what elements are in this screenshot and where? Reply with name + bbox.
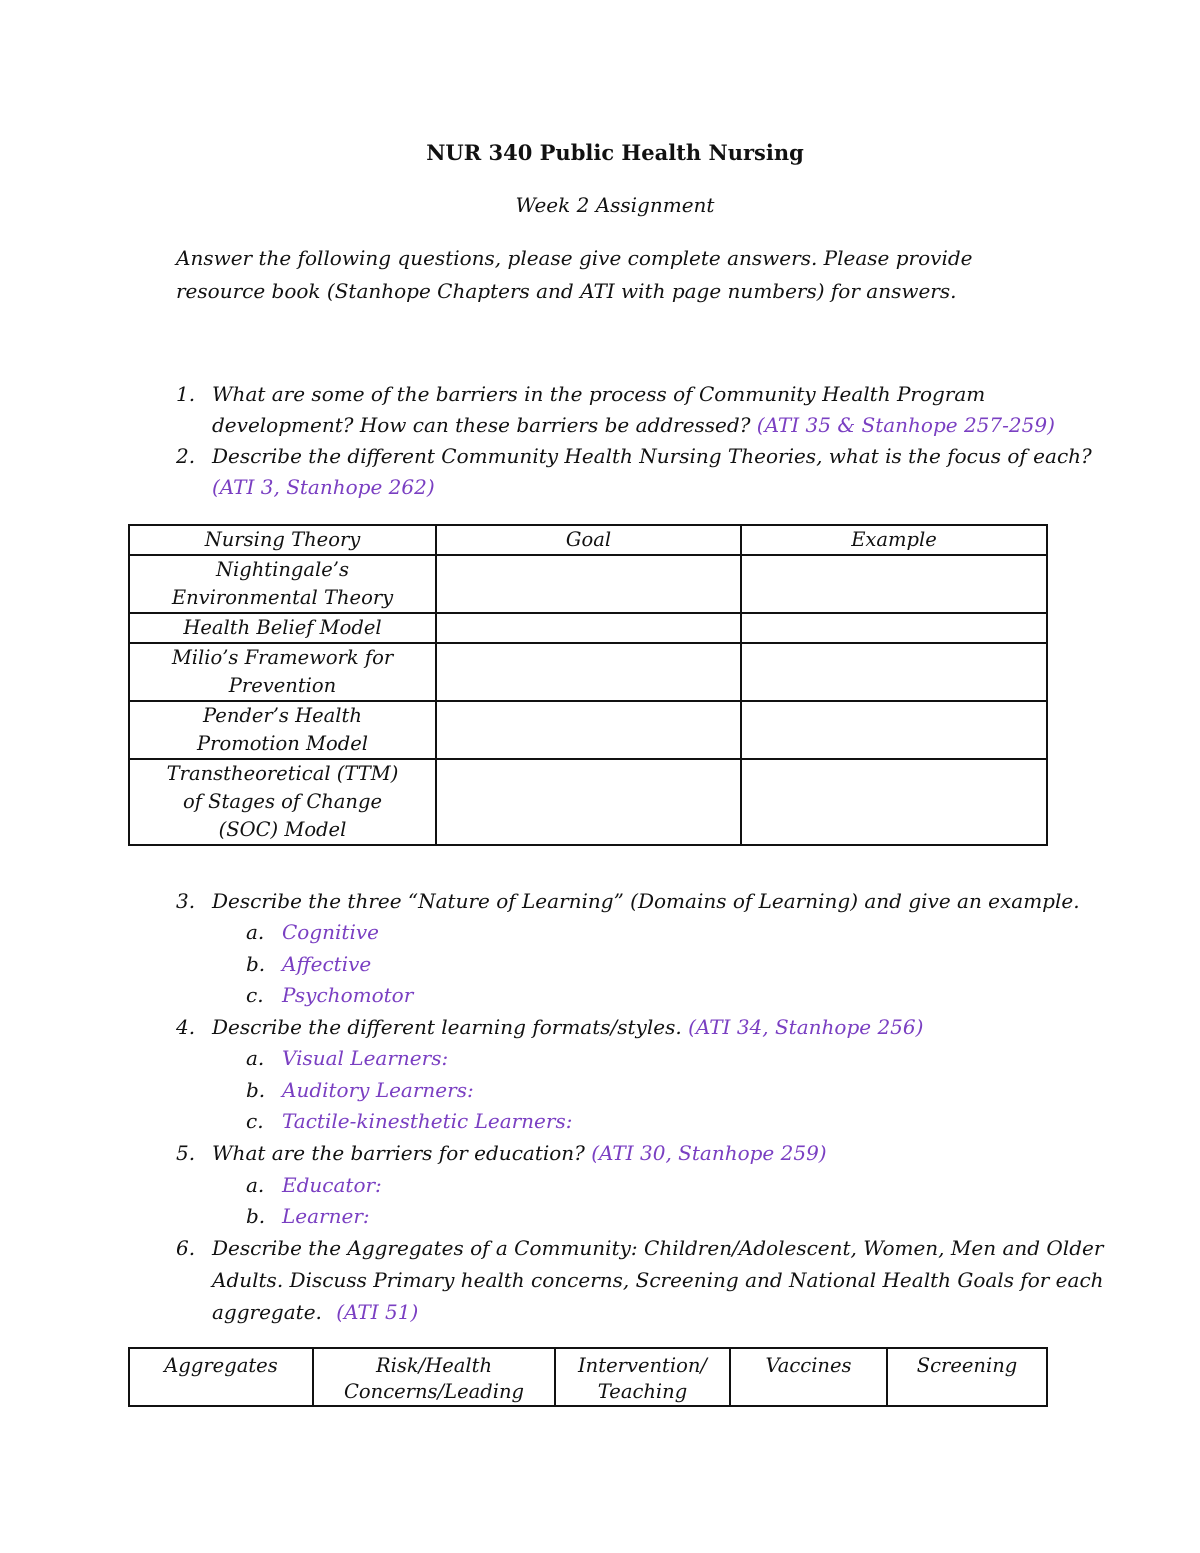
header-cell: Vaccines — [730, 1348, 887, 1406]
header-cell: Screening — [887, 1348, 1047, 1406]
item-text: Affective — [282, 952, 372, 976]
page-subtitle: Week 2 Assignment — [515, 193, 715, 217]
question-text: Describe the different learning formats/styles. — [212, 1015, 682, 1039]
theory-cell: Transtheoretical (TTM) of Stages of Change (SOC) Model — [129, 759, 436, 845]
goal-cell[interactable] — [436, 613, 741, 643]
theory-cell: Milio’s Framework for Prevention — [129, 643, 436, 701]
question-text: Describe the different Community Health Nursing Theories, what is the focus of each? — [212, 444, 1092, 468]
goal-cell[interactable] — [436, 643, 741, 701]
example-cell[interactable] — [741, 701, 1047, 759]
question-text: What are some of the barriers in the process of Community Health Program — [212, 382, 986, 406]
goal-cell[interactable] — [436, 555, 741, 613]
question-reference: (ATI 35 & Stanhope 257-259) — [756, 413, 1055, 437]
question-text: Describe the Aggregates of a Community: Children/Adolescent, Women, Men and Older — [212, 1236, 1104, 1260]
example-cell[interactable] — [741, 759, 1047, 845]
item-letter: c. — [246, 1109, 264, 1133]
list-item — [246, 1201, 370, 1232]
item-text: Learner: — [282, 1204, 370, 1228]
example-cell[interactable] — [741, 555, 1047, 613]
table-row — [129, 759, 1047, 845]
list-item — [246, 1106, 573, 1137]
item-letter: b. — [246, 1078, 266, 1102]
list-item — [246, 949, 372, 980]
table-row — [129, 555, 1047, 613]
question-text: What are the barriers for education? — [212, 1141, 585, 1165]
question-text: aggregate. — [212, 1300, 322, 1324]
question-number: 4. — [176, 1015, 196, 1039]
example-cell[interactable] — [741, 613, 1047, 643]
goal-cell[interactable] — [436, 701, 741, 759]
item-letter: a. — [246, 1046, 265, 1070]
item-letter: c. — [246, 983, 264, 1007]
item-letter: a. — [246, 920, 265, 944]
question-number: 1. — [176, 382, 196, 406]
header-cell: Goal — [436, 525, 741, 555]
question-reference: (ATI 3, Stanhope 262) — [212, 475, 435, 499]
theory-cell: Nightingale’s Environmental Theory — [129, 555, 436, 613]
list-item — [246, 1075, 474, 1106]
header-cell: Intervention/ Teaching — [555, 1348, 730, 1406]
header-cell: Aggregates — [129, 1348, 313, 1406]
question-number: 2. — [176, 444, 196, 468]
theory-cell: Pender’s Health Promotion Model — [129, 701, 436, 759]
header-cell: Example — [741, 525, 1047, 555]
goal-cell[interactable] — [436, 759, 741, 845]
table-row — [129, 643, 1047, 701]
item-text: Psychomotor — [282, 983, 414, 1007]
question-text: Describe the three “Nature of Learning” (Domains of Learning) and give an example. — [212, 889, 1080, 913]
table-row — [129, 701, 1047, 759]
item-text: Auditory Learners: — [282, 1078, 474, 1102]
question-reference: (ATI 30, Stanhope 259) — [591, 1141, 827, 1165]
page-title: NUR 340 Public Health Nursing — [426, 140, 804, 165]
question-number: 6. — [176, 1236, 196, 1260]
list-item — [246, 917, 379, 948]
theory-cell: Health Belief Model — [129, 613, 436, 643]
question-number: 3. — [176, 889, 196, 913]
table-header-row — [129, 1348, 1047, 1406]
list-item — [246, 980, 414, 1011]
question-text: development? How can these barriers be addressed? — [212, 413, 751, 437]
item-letter: b. — [246, 1204, 266, 1228]
item-letter: b. — [246, 952, 266, 976]
item-letter: a. — [246, 1173, 265, 1197]
table-header-row — [129, 525, 1047, 555]
aggregates-table — [128, 1347, 1048, 1407]
header-cell: Nursing Theory — [129, 525, 436, 555]
list-item — [246, 1043, 449, 1074]
list-item — [246, 1170, 382, 1201]
instructions-paragraph: Answer the following questions, please give complete answers. Please provide resource book (Stanhope Chapters and ATI with page numbers) for answers. — [176, 246, 973, 303]
header-cell: Risk/Health Concerns/Leading — [313, 1348, 555, 1406]
item-text: Tactile-kinesthetic Learners: — [282, 1109, 573, 1133]
item-text: Educator: — [282, 1173, 382, 1197]
question-number: 5. — [176, 1141, 196, 1165]
question-reference: (ATI 51) — [336, 1300, 419, 1324]
item-text: Cognitive — [282, 920, 379, 944]
question-reference: (ATI 34, Stanhope 256) — [688, 1015, 924, 1039]
example-cell[interactable] — [741, 643, 1047, 701]
table-row — [129, 613, 1047, 643]
item-text: Visual Learners: — [282, 1046, 449, 1070]
nursing-theory-table — [128, 524, 1048, 846]
question-text: Adults. Discuss Primary health concerns, Screening and National Health Goals for each — [212, 1268, 1104, 1292]
